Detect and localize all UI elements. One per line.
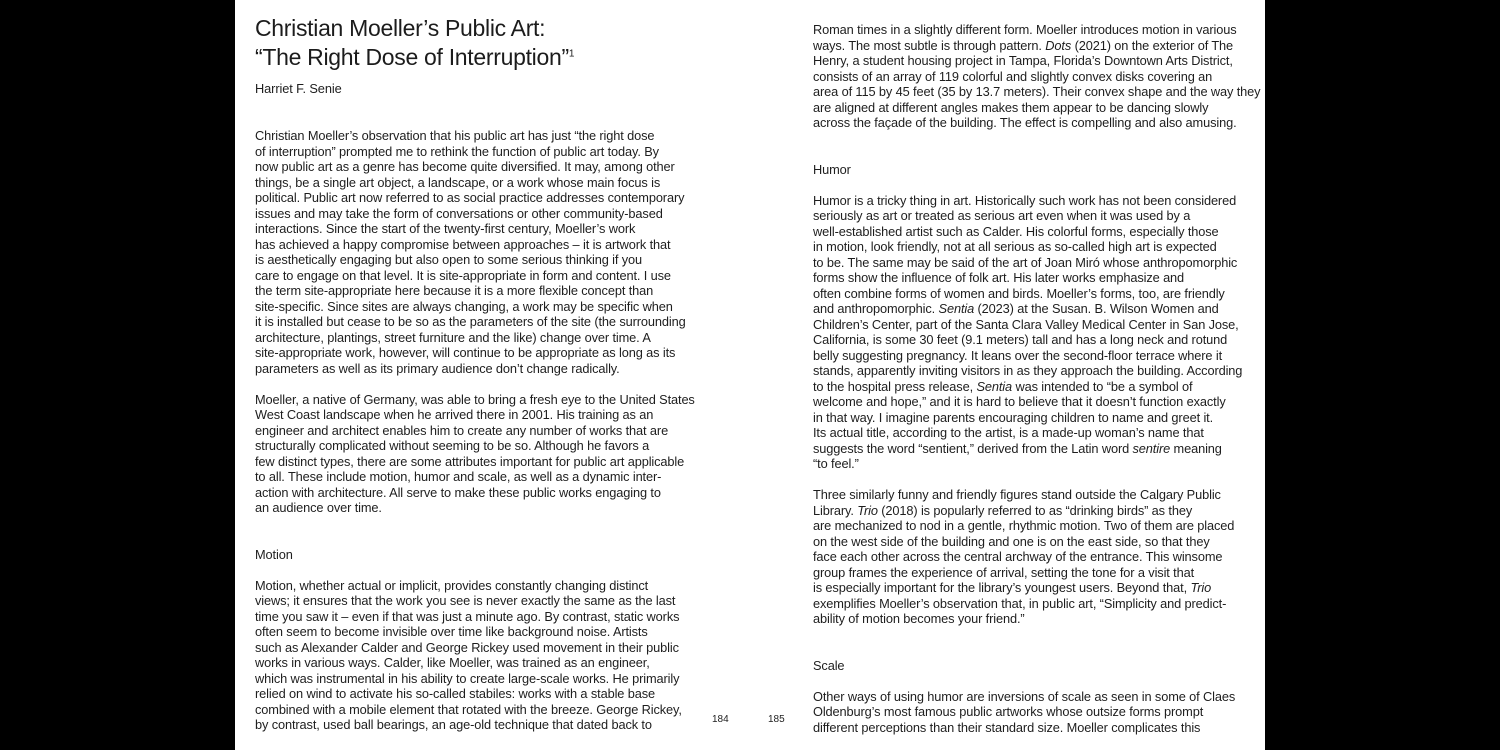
paragraph (255, 578, 725, 733)
text-line: area of 115 by 45 feet (35 by 13.7 meters). Their convex shape and the way they (813, 84, 1261, 99)
text-line: Roman times in a slightly different form. Moeller introduces motion in various (813, 22, 1237, 37)
text-line: parameters as well as its primary audience don’t change radically. (255, 360, 620, 376)
text-line: engineer and architect enables him to create any number of works that are (255, 422, 669, 438)
footnote-marker: 1 (568, 48, 575, 60)
article-title-line1: Christian Moeller’s Public Art: (255, 15, 546, 41)
text-line: Oldenburg’s most famous public artworks whose outsize forms prompt (813, 704, 1204, 719)
article-title (255, 14, 574, 72)
text-line: care to engage on that level. It is site-appropriate in form and content. I use (255, 267, 671, 283)
text-line: Henry, a student housing project in Tampa, Florida’s Downtown Arts District, (813, 53, 1233, 68)
page-number-right: 185 (768, 714, 785, 725)
text-line: group frames the experience of arrival, setting the tone for a visit that (813, 564, 1195, 580)
text-line: Three similarly funny and friendly figures stand outside the Calgary Public (813, 487, 1221, 502)
section-heading-text: Humor (813, 161, 851, 177)
text-line: Moeller, a native of Germany, was able to bring a fresh eye to the United States (255, 391, 695, 407)
text-line: consists of an array of 119 colorful and slightly convex disks covering an (813, 68, 1213, 84)
text-line: Humor is a tricky thing in art. Historically such work has not been considered (813, 192, 1237, 208)
text-line: has achieved a happy compromise between approaches – it is artwork that (255, 236, 671, 252)
paragraph (813, 22, 1283, 131)
text-line: few distinct types, there are some attributes important for public art applicable (255, 453, 685, 469)
text-line: stands, apparently inviting visitors in as they approach the building. According (813, 363, 1243, 378)
text-line: time you saw it – even if that was just a minute ago. By contrast, static works (255, 608, 680, 624)
text-line: belly suggesting pregnancy. It leans over the second-floor terrace where it (813, 347, 1223, 363)
text-line: issues and may take the form of conversations or other community-based (255, 205, 663, 221)
text-line: works in various ways. Calder, like Moeller, was trained as an engineer, (255, 655, 650, 670)
text-line: ability of motion becomes your friend.” (813, 611, 1025, 626)
text-line: Library. Trio (2018) is popularly referred to as “drinking birds” as they (813, 502, 1193, 518)
text-line: of interruption” prompted me to rethink the function of public art today. By (255, 143, 659, 159)
section-heading-text: Scale (813, 657, 845, 673)
text-line: combined with a mobile element that rotated with the breeze. George Rickey, (255, 701, 682, 717)
text-line: site-appropriate work, however, will continue to be appropriate as long as its (255, 345, 676, 360)
text-line: ways. The most subtle is through pattern. Dots (2021) on the exterior of The (813, 37, 1234, 53)
text-line: well-established artist such as Calder. His colorful forms, especially those (813, 223, 1219, 239)
section-heading (813, 658, 1283, 674)
left-page-text-column (255, 128, 725, 733)
text-line: are aligned at different angles makes them appear to be dancing slowly (813, 99, 1209, 115)
text-line: Children’s Center, part of the Santa Clara Valley Medical Center in San Jose, (813, 316, 1239, 332)
text-line: it is installed but cease to be so as the parameters of the site (the surrounding (255, 314, 686, 329)
text-line: an audience over time. (255, 500, 382, 515)
text-line: on the west side of the building and one is on the east side, so that they (813, 533, 1210, 549)
author-byline: Harriet F. Senie (255, 81, 342, 96)
text-line: political. Public art now referred to as social practice addresses contemporary (255, 190, 685, 205)
text-line: Motion, whether actual or implicit, provides constantly changing distinct (255, 577, 649, 593)
text-line: things, be a single art object, a landscape, or a work whose main focus is (255, 174, 661, 190)
text-line: often seem to become invisible over time like background noise. Artists (255, 624, 648, 639)
text-line: the term site-appropriate here because it is a more flexible concept than (255, 283, 654, 298)
text-line: face each other across the central archway of the entrance. This winsome (813, 549, 1223, 564)
text-line: interactions. Since the start of the twenty-first century, Moeller’s work (255, 221, 636, 236)
section-heading (813, 162, 1283, 178)
paragraph (813, 689, 1283, 736)
text-line: “to feel.” (813, 456, 859, 471)
text-line: across the façade of the building. The effect is compelling and also amusing. (813, 115, 1237, 130)
text-line: West Coast landscape when he arrived there in 2001. His training as an (255, 407, 654, 422)
article-title-line2: “The Right Dose of Interruption” (255, 44, 569, 70)
paragraph (255, 128, 725, 376)
text-line: in motion, look friendly, not at all serious as so-called high art is expected (813, 239, 1217, 254)
text-line: to be. The same may be said of the art of Joan Miró whose anthropomorphic (813, 254, 1238, 270)
text-line: which was instrumental in his ability to create large-scale works. He primarily (255, 670, 680, 686)
text-line: to the hospital press release, Sentia was intended to “be a symbol of (813, 378, 1193, 394)
text-line: and anthropomorphic. Sentia (2023) at the Susan. B. Wilson Women and (813, 301, 1219, 316)
text-line: California, is some 30 feet (9.1 meters) tall and has a long neck and rotund (813, 332, 1228, 347)
text-line: in that way. I imagine parents encouraging children to name and greet it. (813, 409, 1214, 425)
text-line: views; it ensures that the work you see is never exactly the same as the last (255, 593, 676, 608)
text-line: seriously as art or treated as serious art even when it was used by a (813, 208, 1191, 223)
text-line: forms show the influence of folk art. His later works emphasize and (813, 270, 1185, 285)
text-line: such as Alexander Calder and George Rickey used movement in their public (255, 639, 679, 655)
text-line: action with architecture. All serve to make these public works engaging to (255, 484, 661, 500)
text-line: suggests the word “sentient,” derived from the Latin word sentire meaning (813, 440, 1222, 456)
section-heading-text: Motion (255, 546, 293, 562)
text-line: welcome and hope,” and it is hard to believe that it doesn’t function exactly (813, 394, 1226, 409)
paragraph (813, 487, 1283, 627)
document-spread (235, 0, 1265, 750)
section-heading (255, 547, 725, 563)
text-line: Other ways of using humor are inversions of scale as seen in some of Claes (813, 688, 1236, 704)
text-line: are mechanized to nod in a gentle, rhythmic motion. Two of them are placed (813, 518, 1235, 533)
text-line: different perceptions than their standard size. Moeller complicates this (813, 719, 1201, 735)
text-line: now public art as a genre has become quite diversified. It may, among other (255, 159, 675, 174)
text-line: Its actual title, according to the artist, is a made-up woman’s name that (813, 425, 1204, 440)
text-line: often combine forms of women and birds. Moeller’s forms, too, are friendly (813, 285, 1225, 301)
text-line: is especially important for the library’s youngest users. Beyond that, Trio (813, 580, 1212, 595)
text-line: is aesthetically engaging but also open to some serious thinking if you (255, 252, 643, 267)
right-page-text-column (813, 22, 1283, 735)
paragraph (813, 193, 1283, 472)
text-line: to all. These include motion, humor and scale, as well as a dynamic inter- (255, 469, 662, 484)
text-line: Christian Moeller’s observation that his public art has just “the right dose (255, 128, 655, 143)
text-line: structurally complicated without seeming to be so. Although he favors a (255, 438, 650, 453)
text-line: site-specific. Since sites are always changing, a work may be specific when (255, 298, 673, 314)
paragraph (255, 392, 725, 516)
text-line: architecture, plantings, street furniture and the like) change over time. A (255, 329, 651, 345)
text-line: exemplifies Moeller’s observation that, in public art, “Simplicity and predict- (813, 595, 1227, 611)
page-number-left: 184 (712, 714, 729, 725)
text-line: relied on wind to activate his so-called stabiles: works with a stable base (255, 686, 655, 701)
text-line: by contrast, used ball bearings, an age-old technique that dated back to (255, 717, 652, 732)
